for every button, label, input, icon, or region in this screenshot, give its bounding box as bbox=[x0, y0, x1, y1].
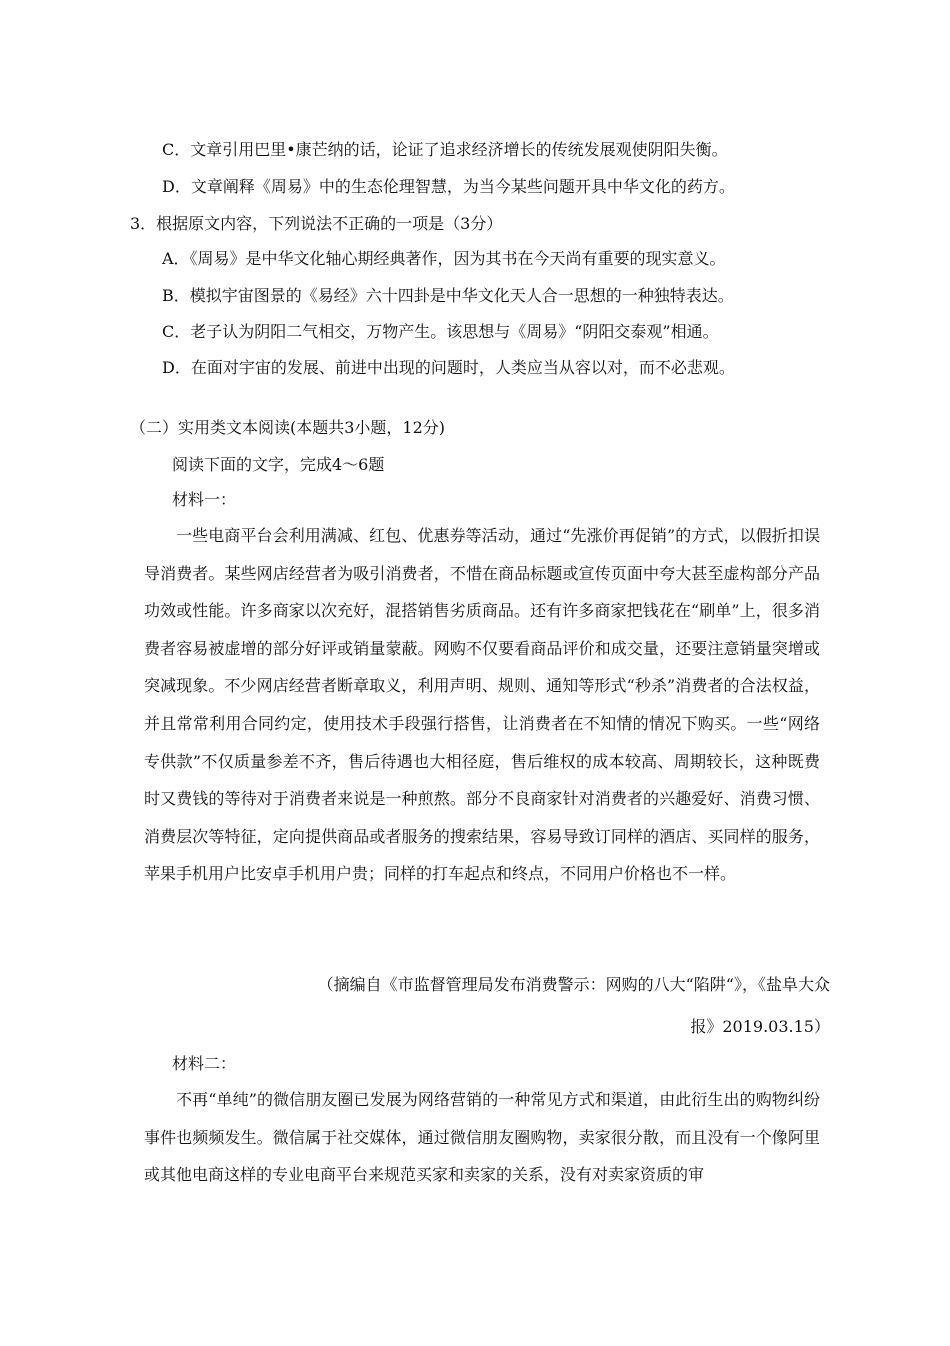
material1-source-line1: （摘编自《市监督管理局发布消费警示：网购的八大“陷阱“》，《盐阜大众 bbox=[317, 975, 830, 994]
q3-option-b: B．模拟宇宙图景的《易经》六十四卦是中华文化天人合一思想的一种独特表达。 bbox=[162, 286, 734, 305]
q2-option-d: D．文章阐释《周易》中的生态伦理智慧，为当今某些问题开具中华文化的药方。 bbox=[162, 177, 735, 196]
q3-stem: 3．根据原文内容，下列说法不正确的一项是（3分） bbox=[130, 214, 503, 233]
material1-source-line2: 报》2019.03.15） bbox=[690, 1017, 830, 1036]
section-heading: （二）实用类文本阅读(本题共3小题，12分) bbox=[130, 418, 446, 437]
q3-option-c: C．老子认为阴阳二气相交，万物产生。该思想与《周易》“阴阳交泰观”相通。 bbox=[162, 322, 719, 341]
material1-text: 一些电商平台会利用满减、红包、优惠券等活动，通过“先涨价再促销”的方式，以假折扣误导消费者。某些网店经营者为吸引消费者，不惜在商品标题或宣传页面中夸大甚至虚构部分产品功效或性能。许多商家以次充好，混搭销售劣质商品。还有许多商家把钱花在“刷单”上，很多消费者容易被虚增的部分好评或销量蒙蔽。网购不仅要看商品评价和成交量，还要注意销量突增或突减现象。不少网店经营者断章取义，利用声明、规则、通知等形式“秒杀”消费者的合法权益，并且常常利用合同约定，使用技术手段强行搭售，让消费者在不知情的情况下购买。一些“网络专供款”不仅质量参差不齐，售后待遇也大相径庭，售后维权的成本较高、周期较长，这种既费时又费钱的等待对于消费者来说是一种煎熬。部分不良商家针对消费者的兴趣爱好、消费习惯、消费层次等特征，定向提供商品或者服务的搜索结果，容易导致订同样的酒店、买同样的服务，苹果手机用户比安卓手机用户贵；同样的打车起点和终点，不同用户价格也不一样。 bbox=[144, 526, 820, 884]
q2-option-c: C．文章引用巴里•康芒纳的话，论证了追求经济增长的传统发展观使阴阳失衡。 bbox=[162, 140, 728, 159]
material2-paragraph bbox=[144, 1081, 820, 1194]
q3-option-d: D．在面对宇宙的发展、前进中出现的问题时，人类应当从容以对，而不必悲观。 bbox=[162, 358, 735, 377]
q3-option-a: A．《周易》是中华文化轴心期经典著作，因为其书在今天尚有重要的现实意义。 bbox=[162, 249, 726, 268]
material1-label: 材料一： bbox=[172, 490, 237, 509]
reading-instruction: 阅读下面的文字，完成4～6题 bbox=[172, 455, 385, 474]
material2-label: 材料二： bbox=[172, 1054, 237, 1073]
material2-text: 不再“单纯”的微信朋友圈已发展为网络营销的一种常见方式和渠道，由此衍生出的购物纠纷事件也频频发生。微信属于社交媒体，通过微信朋友圈购物，卖家很分散，而且没有一个像阿里或其他电商这样的专业电商平台来规范买家和卖家的关系，没有对卖家资质的审 bbox=[144, 1090, 820, 1185]
material1-paragraph bbox=[144, 517, 820, 893]
